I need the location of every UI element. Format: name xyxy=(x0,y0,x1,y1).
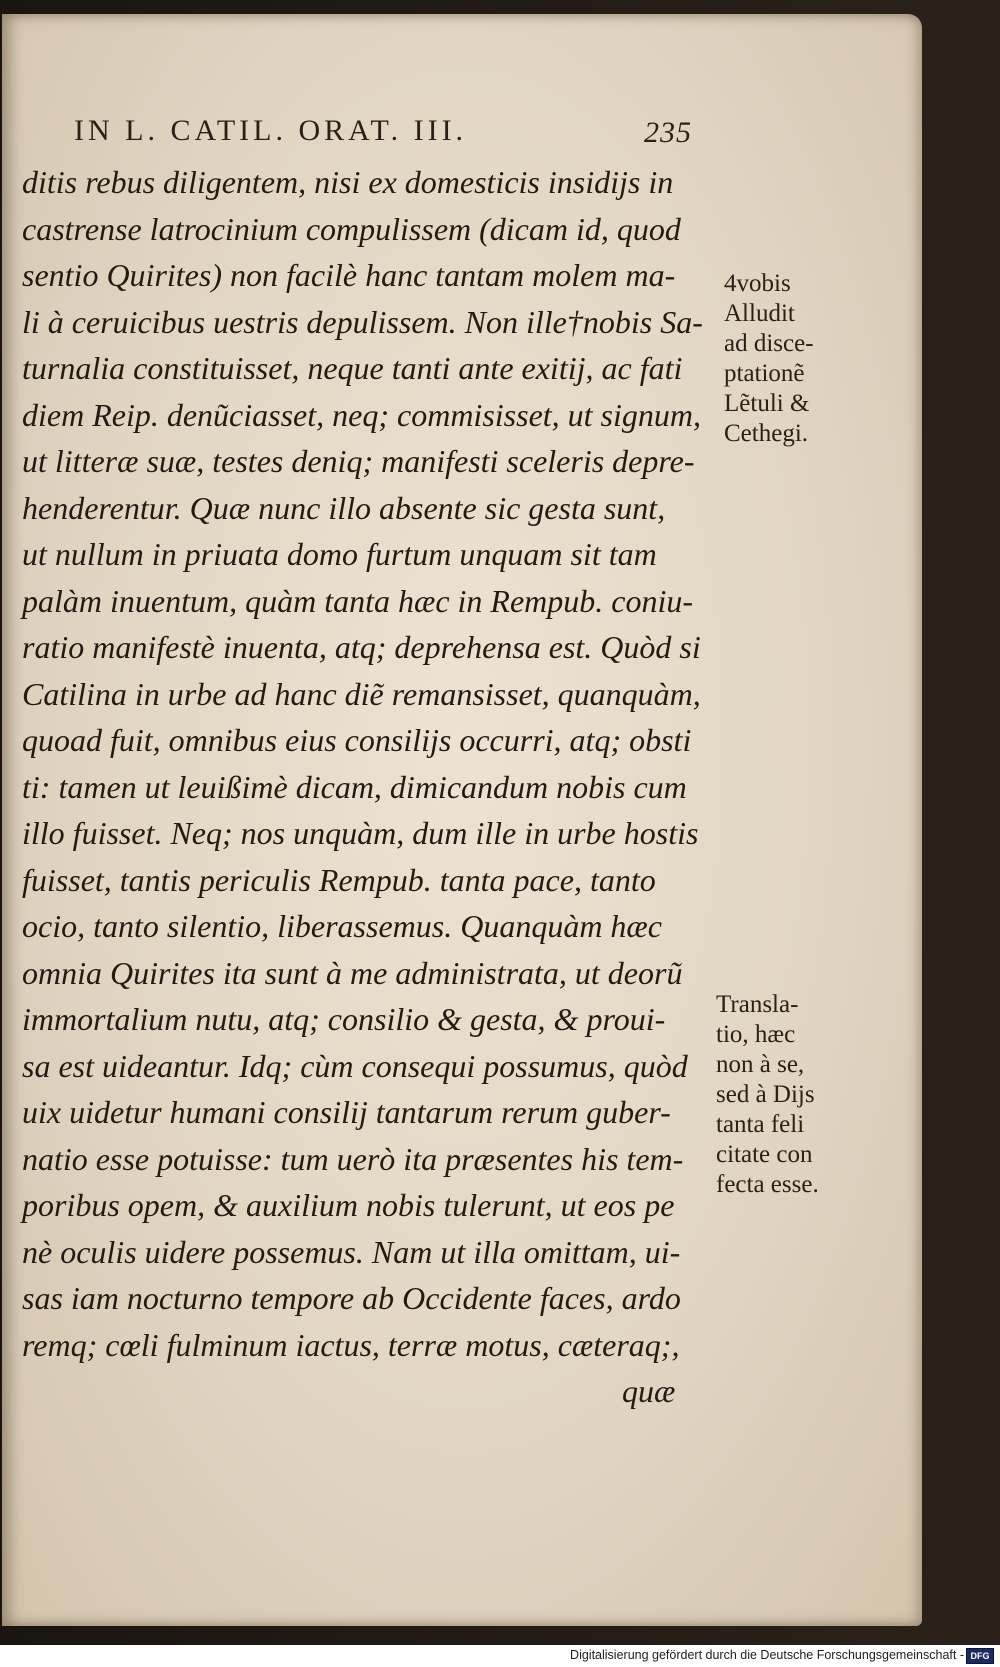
margin-note-line: ad disce- xyxy=(724,330,814,357)
text-line: ti: tamen ut leuißimè dicam, dimicandum nobis cum xyxy=(22,768,687,805)
text-line: sentio Quirites) non facilè hanc tantam molem ma- xyxy=(22,257,676,293)
dfg-logo-icon: DFG xyxy=(966,1648,994,1664)
margin-note-line: Lẽtuli & xyxy=(724,390,810,417)
text-line: ut nullum in priuata domo furtum unquam sit tam xyxy=(22,536,657,572)
running-head xyxy=(74,114,714,154)
digitization-footer xyxy=(0,1645,1000,1667)
text-line: li à ceruicibus uestris depulissem. Non ille†nobis Sa- xyxy=(22,303,703,340)
text-line: diem Reip. denũciasset, neq; commisisset, ut signum, xyxy=(22,396,701,433)
catchword: quæ xyxy=(622,1373,676,1409)
margin-note xyxy=(716,990,819,1200)
text-line: ut litteræ suæ, testes deniq; manifesti sceleris depre- xyxy=(22,443,695,479)
text-line: omnia Quirites ita sunt à me administrata, ut deorũ xyxy=(22,954,683,991)
margin-note-line: Transla- xyxy=(716,991,799,1018)
text-line: turnalia constituisset, neque tanti ante exitij, ac fati xyxy=(22,350,683,386)
text-line: immortalium nutu, atq; consilio & gesta, & proui- xyxy=(22,1001,666,1037)
margin-note-line: tanta feli xyxy=(716,1111,805,1138)
text-line: uix uidetur humani consilij tantarum rerum guber- xyxy=(22,1094,671,1130)
running-head-title: IN L. CATIL. ORAT. III. xyxy=(74,114,468,147)
margin-note xyxy=(724,269,814,449)
text-line: castrense latrocinium compulissem (dicam id, quod xyxy=(22,210,681,247)
text-line: natio esse potuisse: tum uerò ita præsentes his tem- xyxy=(22,1140,684,1177)
margin-note-line: fecta esse. xyxy=(716,1171,819,1198)
text-line: nè oculis uidere possemus. Nam ut illa omittam, ui- xyxy=(22,1233,681,1270)
margin-note-line: Alludit xyxy=(724,300,795,327)
funding-credit: Digitalisierung gefördert durch die Deutsche Forschungsgemeinschaft - xyxy=(570,1648,964,1662)
margin-note-line: tio, hæc xyxy=(716,1021,796,1048)
text-line: illo fuisset. Neq; nos unquàm, dum ille in urbe hostis xyxy=(22,815,699,851)
body-text xyxy=(22,159,722,1415)
text-line: Catilina in urbe ad hanc diẽ remansisset, quanquàm, xyxy=(22,675,701,712)
text-line: palàm inuentum, quàm tanta hæc in Rempub. coniu- xyxy=(22,582,694,619)
text-line: poribus opem, & auxilium nobis tulerunt, ut eos pe xyxy=(22,1187,675,1223)
margin-note-line: citate con xyxy=(716,1141,813,1168)
margin-note-line: ptationẽ xyxy=(724,360,805,387)
page-number: 235 xyxy=(644,116,692,149)
text-line: remq; cœli fulminum iactus, terræ motus, cæteraq;, xyxy=(22,1326,680,1363)
text-line: henderentur. Quæ nunc illo absente sic gesta sunt, xyxy=(22,489,666,526)
margin-note-line: sed à Dijs xyxy=(716,1081,815,1108)
text-line: ratio manifestè inuenta, atq; deprehensa est. Quòd si xyxy=(22,629,701,665)
book-page xyxy=(2,14,922,1626)
margin-note-line: non à se, xyxy=(716,1051,805,1078)
text-line: ocio, tanto silentio, liberassemus. Quanquàm hæc xyxy=(22,908,662,944)
text-line: ditis rebus diligentem, nisi ex domesticis insidijs in xyxy=(22,164,674,200)
margin-note-line: 4vobis xyxy=(724,270,791,297)
text-line: fuisset, tantis periculis Rempub. tanta pace, tanto xyxy=(22,861,656,898)
text-line: sa est uideantur. Idq; cùm consequi possumus, quòd xyxy=(22,1047,688,1084)
text-line: quoad fuit, omnibus eius consilijs occurri, atq; obsti xyxy=(22,722,692,758)
text-line: sas iam nocturno tempore ab Occidente faces, ardo xyxy=(22,1280,681,1316)
margin-note-line: Cethegi. xyxy=(724,420,809,447)
